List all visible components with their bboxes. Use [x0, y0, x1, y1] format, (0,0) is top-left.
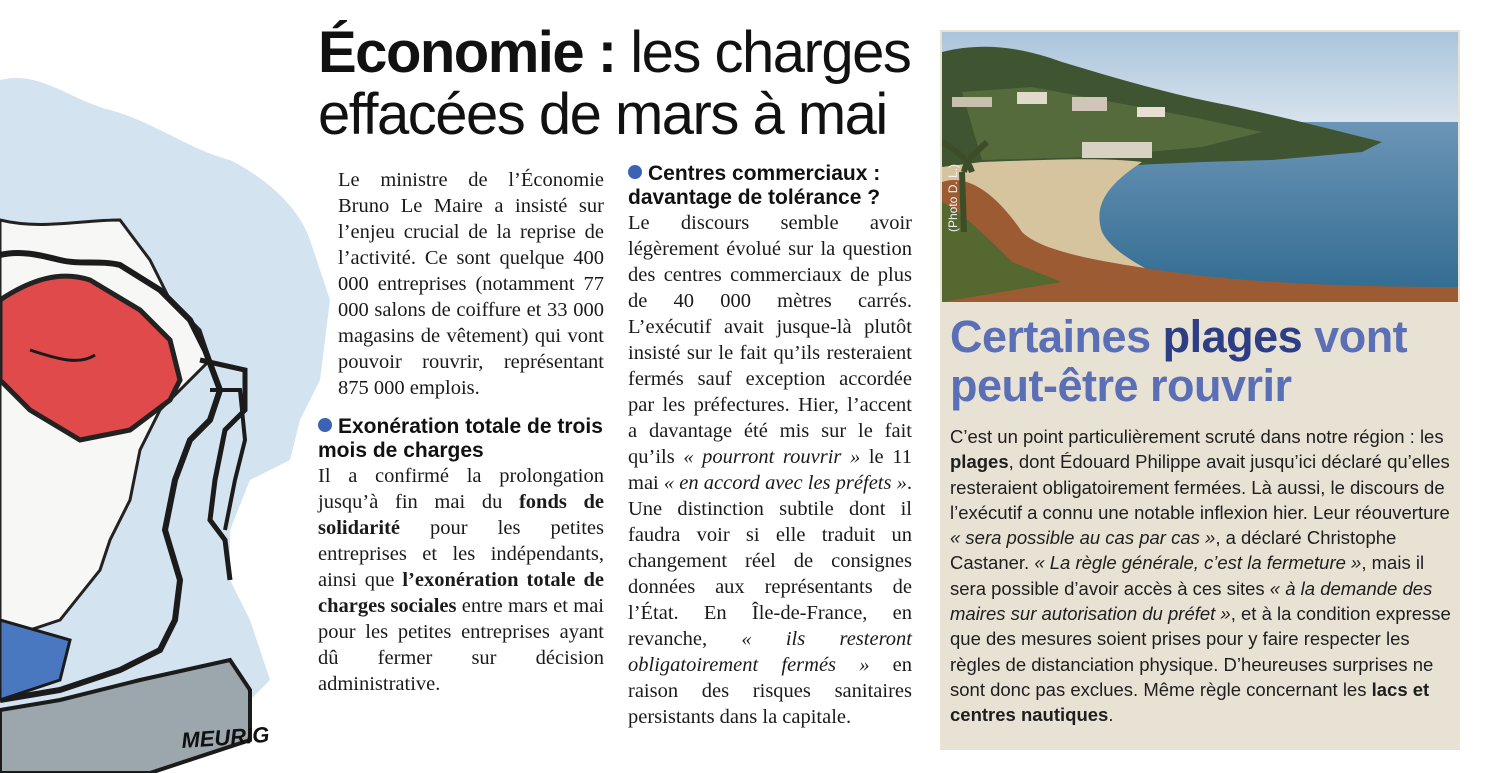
house — [1082, 142, 1152, 158]
cartoon-signature: MEURIG — [180, 721, 271, 753]
bullet-icon — [318, 418, 332, 432]
house — [1017, 92, 1047, 104]
house — [1072, 97, 1107, 111]
bullet-icon — [628, 165, 642, 179]
centres-paragraph: Le discours semble avoir légèrement évolué sur la question des centres commerciaux de plus de 40 000 mètres carrés. L’exécutif avait jusque-là plutôt insisté sur le fait qu’ils resteraient fermés sauf exception accordée par les préfectures. Hier, l’accent a davantage été mis sur le fait qu’ils « pourront rouvrir » le 11 mai « en accord avec les préfets ». Une distinction subtile dont il faudra voir si elle traduit un changement réel de consignes données aux représentants de l’État. En Île-de-France, en revanche, « ils resteront obligatoirement fermés » en raison des risques sanitaires persistants dans la capitale. — [628, 212, 912, 728]
headline-bold: Économie : — [318, 20, 616, 85]
intro-paragraph: Le ministre de l’Économie Bruno Le Maire a insisté sur l’enjeu crucial de la reprise de l’activité. Ce sont quelque 400 000 entreprises (notamment 77 000 salons de coiffure et 33 000 magasins de vêtement) qui vont pouvoir rouvrir, représentant 875 000 emplois. — [338, 169, 604, 399]
photo-credit: (Photo D. L.) — [946, 163, 960, 232]
article-column-1 — [318, 167, 604, 697]
beach-photo — [942, 32, 1458, 302]
box-title: Certaines plages vont peut-être rouvrir — [950, 311, 1408, 411]
subhead-centres-commerciaux: Centres commerciaux : davantage de tolérance ? — [628, 162, 881, 209]
subhead-exoneration: Exonération totale de trois mois de charges — [318, 415, 603, 462]
article-headline — [318, 22, 928, 146]
headline-rest: les charges effacées de mars à mai — [318, 20, 911, 147]
cartoon-france-illustration — [0, 60, 330, 773]
article-column-2 — [628, 162, 912, 730]
box-paragraph: C’est un point particulièrement scruté dans notre région : les plages, dont Édouard Philippe avait jusqu’ici déclaré qu’elles resteraient obligatoirement fermées. Là aussi, le discours de l’exécutif a connu une notable inflexion hier. Leur réouverture « sera possible au cas par cas », a déclaré Christophe Castaner. « La règle générale, c’est la fermeture », mais il sera possible d’avoir accès à ces sites « à la demande des maires sur autorisation du préfet », et à la condition expresse que des mesures soient prises pour y faire respecter les règles de distanciation physique. D’heureuses surprises ne sont donc pas exclues. Même règle concernant les lacs et centres nautiques. — [950, 426, 1451, 726]
exoneration-paragraph: Il a confirmé la prolongation jusqu’à fin mai du fonds de solidarité pour les petites entreprises et les indépendants, ainsi que l’exonération totale de charges sociales entre mars et mai pour les petites entreprises ayant dû fermer sur décision administrative. — [318, 465, 604, 695]
house — [952, 97, 992, 107]
house — [1137, 107, 1165, 117]
